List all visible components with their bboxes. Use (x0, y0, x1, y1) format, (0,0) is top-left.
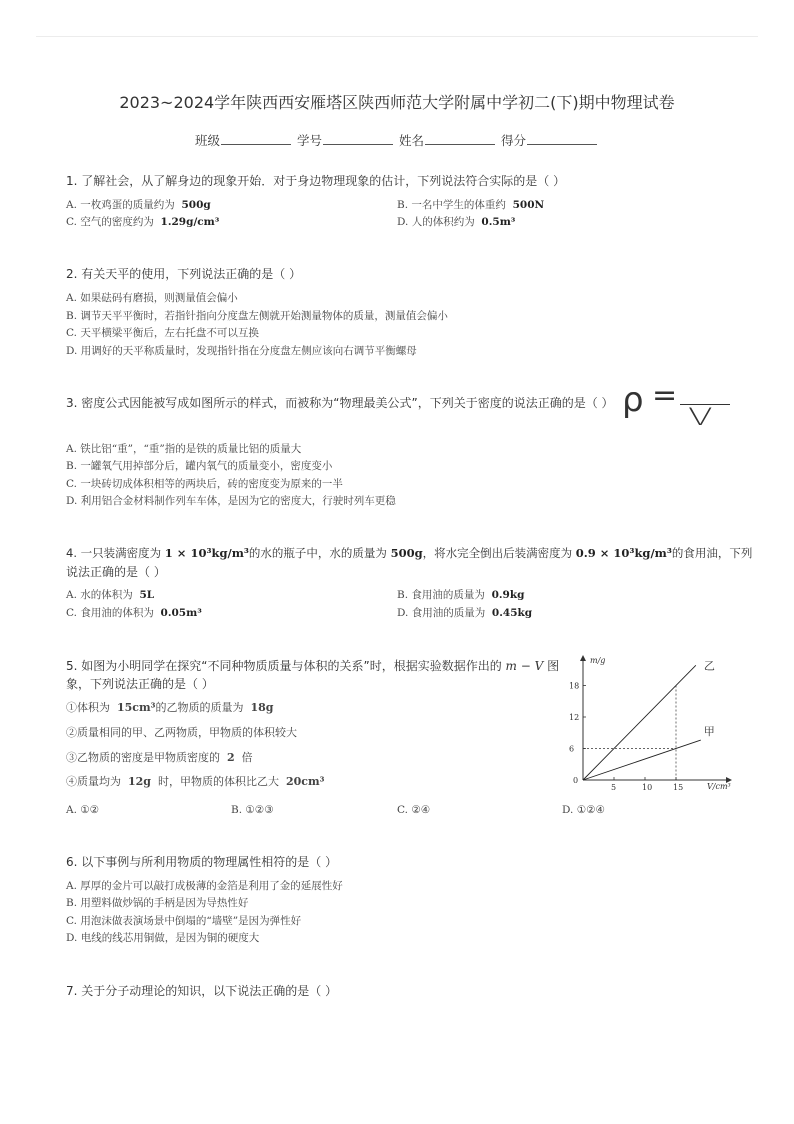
q1-option-d-text: D. 人的体积约为 (397, 216, 475, 228)
name-label: 姓名 (398, 133, 424, 148)
q4-stem-line1 (66, 544, 753, 563)
q2-option-c[interactable]: C. 天平横梁平衡后，左右托盘不可以互换 (66, 327, 259, 339)
class-label: 班级 (194, 133, 220, 148)
top-divider (36, 36, 758, 37)
name-blank[interactable] (425, 134, 495, 145)
x-tick-label: 15 (673, 783, 684, 792)
series-label-jia: 甲 (703, 725, 715, 739)
q5-s4-text-b: 时，甲物质的体积比乙大 (158, 775, 279, 788)
q6-option-d[interactable]: D. 电线的线芯用铜做，是因为铜的硬度大 (66, 932, 260, 944)
q5-option-d[interactable]: D. ①②④ (562, 804, 605, 816)
q1-option-c-text: C. 空气的密度约为 (66, 216, 154, 228)
formula-equals: = (652, 378, 678, 413)
q4-option-d[interactable] (397, 606, 532, 621)
q2-option-b[interactable]: B. 调节天平平衡时，若指针指向分度盘左侧就开始测量物体的质量，测量值会偏小 (66, 310, 448, 322)
q4-option-a-value: 5L (139, 589, 155, 601)
q4-stem-part-c: ，将水完全倒出后装满密度为 (422, 546, 573, 560)
q4-option-d-text: D. 食用油的质量为 (397, 607, 486, 619)
q4-option-b-value: 0.9kg (491, 589, 525, 601)
q4-water-density: 1 × 10³kg/m³ (164, 546, 249, 560)
q4-water-mass: 500g (390, 546, 423, 560)
q5-s1-value2: 18g (250, 701, 274, 714)
q5-s3-text-b: 倍 (241, 751, 253, 764)
q1-option-c[interactable] (66, 215, 219, 230)
q6-option-b[interactable]: B. 用塑料做炒锅的手柄是因为导热性好 (66, 897, 249, 909)
q5-stem-end: 图 (547, 659, 560, 673)
q5-statement-3 (66, 749, 253, 765)
q4-option-d-value: 0.45kg (491, 607, 533, 619)
q4-option-c-text: C. 食用油的体积为 (66, 607, 154, 619)
q4-stem-part-d: 的食用油，下列 (671, 546, 753, 560)
formula-v: V (688, 403, 713, 431)
y-tick-label: 6 (569, 744, 575, 754)
series-label-yi: 乙 (703, 659, 715, 673)
q6-option-c[interactable]: C. 用泡沫做表演场景中倒塌的“墙壁”是因为弹性好 (66, 915, 302, 927)
class-blank[interactable] (221, 134, 291, 145)
chart-y-label: m/g (590, 656, 606, 665)
q4-option-c[interactable] (66, 606, 202, 621)
q5-s3-text-a: ③乙物质的密度是甲物质密度的 (66, 751, 220, 764)
q1-option-b-text: B. 一名中学生的体重约 (397, 199, 506, 211)
q5-option-a[interactable]: A. ①② (66, 804, 100, 816)
q5-statement-1 (66, 699, 273, 715)
q5-s4-text-a: ④质量均为 (66, 775, 121, 788)
q5-option-c[interactable]: C. ②④ (397, 804, 431, 816)
q1-option-d-value: 0.5m³ (481, 216, 516, 228)
mv-chart (566, 652, 736, 797)
q1-option-a-text: A. 一枚鸡蛋的质量约为 (66, 199, 175, 211)
q3-option-d[interactable]: D. 利用铝合金材料制作列车车体，是因为它的密度大，行驶时列车更稳 (66, 495, 396, 507)
q1-option-c-value: 1.29g/cm³ (160, 216, 220, 228)
q1-option-a[interactable] (66, 198, 211, 213)
y-tick-label: 12 (569, 713, 580, 722)
q3-option-a[interactable]: A. 铁比铝“重”，“重”指的是铁的质量比铝的质量大 (66, 443, 302, 455)
density-formula (620, 378, 732, 432)
q3-stem: 3. 密度公式因能被写成如图所示的样式，而被称为“物理最美公式”，下列关于密度的说法正确的是（ ） (66, 396, 614, 410)
q4-stem-part-b: 的水的瓶子中，水的质量为 (248, 546, 387, 560)
q4-oil-density: 0.9 × 10³kg/m³ (575, 546, 672, 560)
x-tick-label: 5 (611, 783, 617, 792)
series-line-yi (583, 665, 696, 780)
x-tick-label: 0 (573, 776, 579, 785)
q1-option-a-value: 500g (181, 199, 211, 211)
chart-x-label: V/cm³ (707, 782, 731, 791)
q6-stem: 6. 以下事例与所利用物质的物理属性相符的是（ ） (66, 855, 338, 869)
q5-statement-2: ②质量相同的甲、乙两物质，甲物质的体积较大 (66, 726, 297, 739)
x-tick-label: 10 (642, 783, 653, 792)
q4-stem-line2: 说法正确的是（ ） (66, 565, 166, 579)
q5-stem-text: 5. 如图为小明同学在探究“不同种物质质量与体积的关系”时，根据实验数据作出的 (66, 659, 502, 673)
number-label: 学号 (296, 133, 322, 148)
q5-mv-symbol: m − V (505, 659, 544, 673)
q4-option-a[interactable] (66, 588, 154, 603)
score-blank[interactable] (527, 134, 597, 145)
q4-option-b-text: B. 食用油的质量为 (397, 589, 485, 601)
q5-s1-text-b: 的乙物质的质量为 (155, 701, 244, 714)
student-info-line (0, 131, 794, 149)
q2-option-a[interactable]: A. 如果砝码有磨损，则测量值会偏小 (66, 292, 238, 304)
q5-s4-value2: 20cm³ (286, 775, 325, 788)
q1-option-b-value: 500N (512, 199, 545, 211)
q5-s4-value: 12g (128, 775, 151, 788)
q7-stem: 7. 关于分子动理论的知识，以下说法正确的是（ ） (66, 984, 338, 998)
y-tick-label: 18 (569, 681, 580, 691)
q5-s1-value: 15cm³ (117, 701, 156, 714)
q5-s1-text-a: ①体积为 (66, 701, 110, 714)
q3-option-c[interactable]: C. 一块砖切成体积相等的两块后，砖的密度变为原来的一半 (66, 478, 343, 490)
q6-option-a[interactable]: A. 厚厚的金片可以敲打成极薄的金箔是利用了金的延展性好 (66, 880, 343, 892)
q5-s3-value: 2 (227, 751, 235, 764)
q1-option-b[interactable] (397, 198, 544, 213)
q5-statement-4 (66, 773, 324, 789)
q5-stem-line1 (66, 657, 559, 676)
q2-option-d[interactable]: D. 用调好的天平称质量时，发现指针指在分度盘左侧应该向右调节平衡螺母 (66, 345, 417, 357)
score-label: 得分 (500, 133, 526, 148)
number-blank[interactable] (323, 134, 393, 145)
q1-stem: 1. 了解社会，从了解身边的现象开始．对于身边物理现象的估计，下列说法符合实际的是（ ） (66, 174, 566, 188)
q4-option-a-text: A. 水的体积为 (66, 589, 133, 601)
q5-option-b[interactable]: B. ①②③ (231, 804, 274, 816)
q2-stem: 2. 有关天平的使用，下列说法正确的是（ ） (66, 267, 302, 281)
q4-option-c-value: 0.05m³ (160, 607, 202, 619)
q3-option-b[interactable]: B. 一罐氧气用掉部分后，罐内氧气的质量变小，密度变小 (66, 460, 333, 472)
page-title: 2023~2024学年陕西西安雁塔区陕西师范大学附属中学初二(下)期中物理试卷 (119, 93, 675, 112)
q4-option-b[interactable] (397, 588, 524, 603)
q1-option-d[interactable] (397, 215, 515, 230)
q5-stem-line2: 象，下列说法正确的是（ ） (66, 677, 214, 691)
series-line-jia (583, 740, 701, 780)
formula-rho: ρ (622, 380, 644, 420)
q4-stem-part-a: 4. 一只装满密度为 (66, 546, 162, 560)
